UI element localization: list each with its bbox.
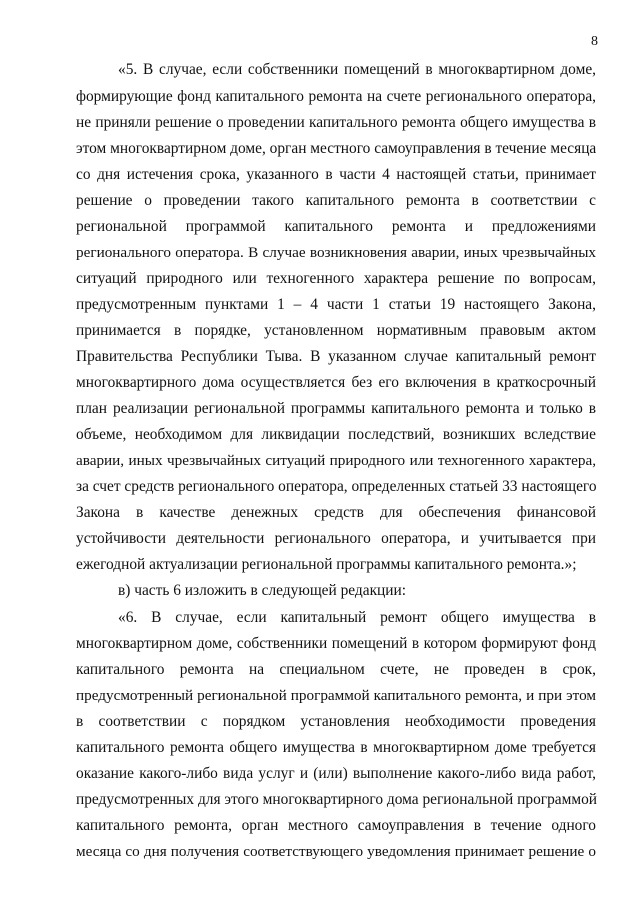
paragraph-5-line: не приняли решение о проведении капитального ремонта общего имущества в	[76, 114, 596, 131]
paragraph-5-line: принимается в порядке, установленном нормативным правовым актом	[76, 322, 596, 339]
paragraph-6-line: «6. В случае, если капитальный ремонт общего имущества в	[118, 609, 596, 626]
paragraph-6-line: капитального ремонта, орган местного самоуправления в течение одного	[76, 817, 596, 834]
paragraph-5-line: за счет средств регионального оператора, определенных статьей 33 настоящего	[76, 478, 597, 495]
paragraph-6-line: предусмотренных для этого многоквартирного дома региональной программой	[76, 791, 598, 808]
paragraph-5-line: Правительства Республики Тыва. В указанном случае капитальный ремонт	[76, 348, 596, 365]
amendment-item-v: в) часть 6 изложить в следующей редакции:	[118, 582, 407, 599]
paragraph-6-line: в соответствии с порядком установления необходимости проведения	[76, 713, 596, 730]
paragraph-6-line: капитального ремонта на специальном счете, не проведен в срок,	[76, 661, 596, 678]
paragraph-6-line: оказание какого-либо вида услуг и (или) выполнение какого-либо вида работ,	[76, 765, 596, 782]
paragraph-6-line: капитального ремонта общего имущества в многоквартирном доме требуется	[76, 739, 596, 756]
paragraph-5-line: объеме, необходимом для ликвидации последствий, возникших вследствие	[76, 426, 596, 443]
paragraph-5-line: этом многоквартирном доме, орган местного самоуправления в течение месяца	[76, 140, 597, 157]
paragraph-5-line: предусмотренным пунктами 1 – 4 части 1 статьи 19 настоящего Закона,	[76, 296, 596, 313]
paragraph-6-line: месяца со дня получения соответствующего уведомления принимает решение о	[76, 843, 596, 860]
paragraph-5-line: со дня истечения срока, указанного в части 4 настоящей статьи, принимает	[76, 166, 596, 183]
paragraph-5-line: ежегодной актуализации региональной программы капитального ремонта.»;	[76, 556, 577, 573]
paragraph-5-line: план реализации региональной программы капитального ремонта и только в	[76, 400, 596, 417]
paragraph-5-line: решение о проведении такого капитального ремонта в соответствии с	[76, 192, 596, 209]
paragraph-5-line: регионального оператора. В случае возникновения аварии, иных чрезвычайных	[76, 244, 596, 261]
paragraph-5-line: формирующие фонд капитального ремонта на счете регионального оператора,	[76, 88, 596, 105]
paragraph-5-line: ситуаций природного или техногенного характера решение по вопросам,	[76, 270, 596, 287]
paragraph-5-line: аварии, иных чрезвычайных ситуаций природного или техногенного характера,	[76, 452, 596, 469]
paragraph-5-line: региональной программой капитального ремонта и предложениями	[76, 218, 596, 235]
paragraph-5-line: «5. В случае, если собственники помещений в многоквартирном доме,	[118, 61, 596, 78]
paragraph-5-line: многоквартирного дома осуществляется без его включения в краткосрочный	[76, 374, 596, 391]
paragraph-6-line: предусмотренный региональной программой капитального ремонта, и при этом	[76, 687, 596, 704]
paragraph-6-line: многоквартирном доме, собственники помещений в котором формируют фонд	[76, 635, 596, 652]
paragraph-5-line: устойчивости деятельности регионального оператора, и учитывается при	[76, 530, 596, 547]
page-number: 8	[591, 34, 598, 49]
paragraph-5-line: Закона в качестве денежных средств для обеспечения финансовой	[76, 504, 596, 521]
